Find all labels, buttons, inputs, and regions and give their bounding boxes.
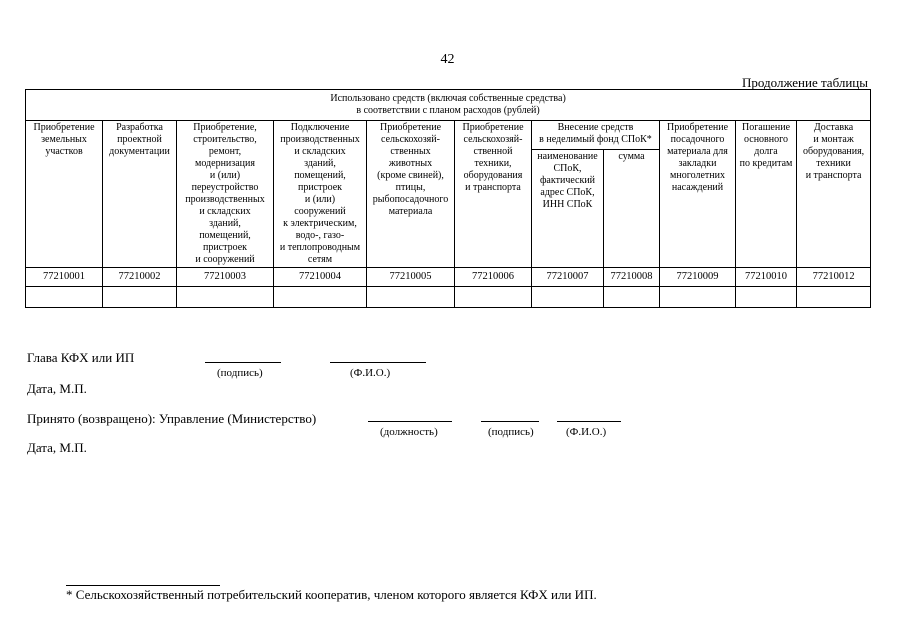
code-cell: 77210001: [26, 268, 103, 287]
fio-caption-2: (Ф.И.О.): [566, 426, 607, 438]
col-header-group: Внесение средств в неделимый фонд СПоК*: [532, 121, 660, 150]
signature-line-2: [481, 421, 539, 422]
code-cell: 77210012: [797, 268, 871, 287]
page-number: 42: [440, 52, 455, 67]
code-cell: 77210005: [367, 268, 455, 287]
col-header: Приобретение сельскохозяй- ственной техники, оборудования и транспорта: [455, 121, 532, 268]
empty-cell: [274, 287, 367, 308]
col-header: Доставка и монтаж оборудования, техники и транспорта: [797, 121, 871, 268]
footnote: * Сельскохозяйственный потребительский кооператив, членом которого является КФХ или ИП.: [66, 587, 597, 602]
subcol-header: наименование СПоК, фактический адрес СПоК, ИНН СПоК: [532, 150, 604, 268]
code-cell: 77210002: [103, 268, 177, 287]
col-header: Подключение производственных и складских зданий, помещений, пристроек и (или) сооружений к электрическим, водо-, газо- и теплопроводным сетям: [274, 121, 367, 268]
empty-cell: [367, 287, 455, 308]
accepted-label: Принято (возвращено): Управление (Министерство): [27, 411, 317, 426]
subcol-header: сумма: [604, 150, 660, 268]
empty-cell: [532, 287, 604, 308]
table-continuation-label: Продолжение таблицы: [742, 75, 868, 90]
empty-cell: [604, 287, 660, 308]
empty-cell: [455, 287, 532, 308]
code-cell: 77210010: [736, 268, 797, 287]
code-cell: 77210009: [660, 268, 736, 287]
position-line: [368, 421, 452, 422]
code-cell: 77210006: [455, 268, 532, 287]
empty-cell: [103, 287, 177, 308]
code-cell: 77210004: [274, 268, 367, 287]
expenses-table: [25, 89, 871, 308]
date-label: Дата, М.П.: [27, 440, 87, 455]
col-header: Приобретение, строительство, ремонт, модернизация и (или) переустройство производственных и складских зданий, помещений, пристроек и сооружений: [177, 121, 274, 268]
footnote-separator: [66, 585, 220, 586]
code-cell: 77210003: [177, 268, 274, 287]
empty-cell: [26, 287, 103, 308]
col-header: Разработка проектной документации: [103, 121, 177, 268]
signature-caption-2: (подпись): [488, 426, 534, 438]
fio-caption: (Ф.И.О.): [350, 367, 391, 379]
fio-line-2: [557, 421, 621, 422]
signature-line: [205, 362, 281, 363]
col-header: Приобретение земельных участков: [26, 121, 103, 268]
col-header: Приобретение сельскохозяй- ственных животных (кроме свиней), птицы, рыбопосадочного материала: [367, 121, 455, 268]
empty-cell: [797, 287, 871, 308]
code-cell: 77210008: [604, 268, 660, 287]
head-label: Глава КФХ или ИП: [27, 350, 135, 365]
empty-cell: [660, 287, 736, 308]
signature-caption: (подпись): [217, 367, 263, 379]
date-label: Дата, М.П.: [27, 381, 87, 396]
col-header: Приобретение посадочного материала для закладки многолетних насаждений: [660, 121, 736, 268]
position-caption: (должность): [380, 426, 438, 438]
table-header-top: Использовано средств (включая собственные средства) в соответствии с планом расходов (рублей): [26, 90, 871, 121]
fio-line: [330, 362, 426, 363]
col-header: Погашение основного долга по кредитам: [736, 121, 797, 268]
code-cell: 77210007: [532, 268, 604, 287]
empty-cell: [177, 287, 274, 308]
empty-cell: [736, 287, 797, 308]
